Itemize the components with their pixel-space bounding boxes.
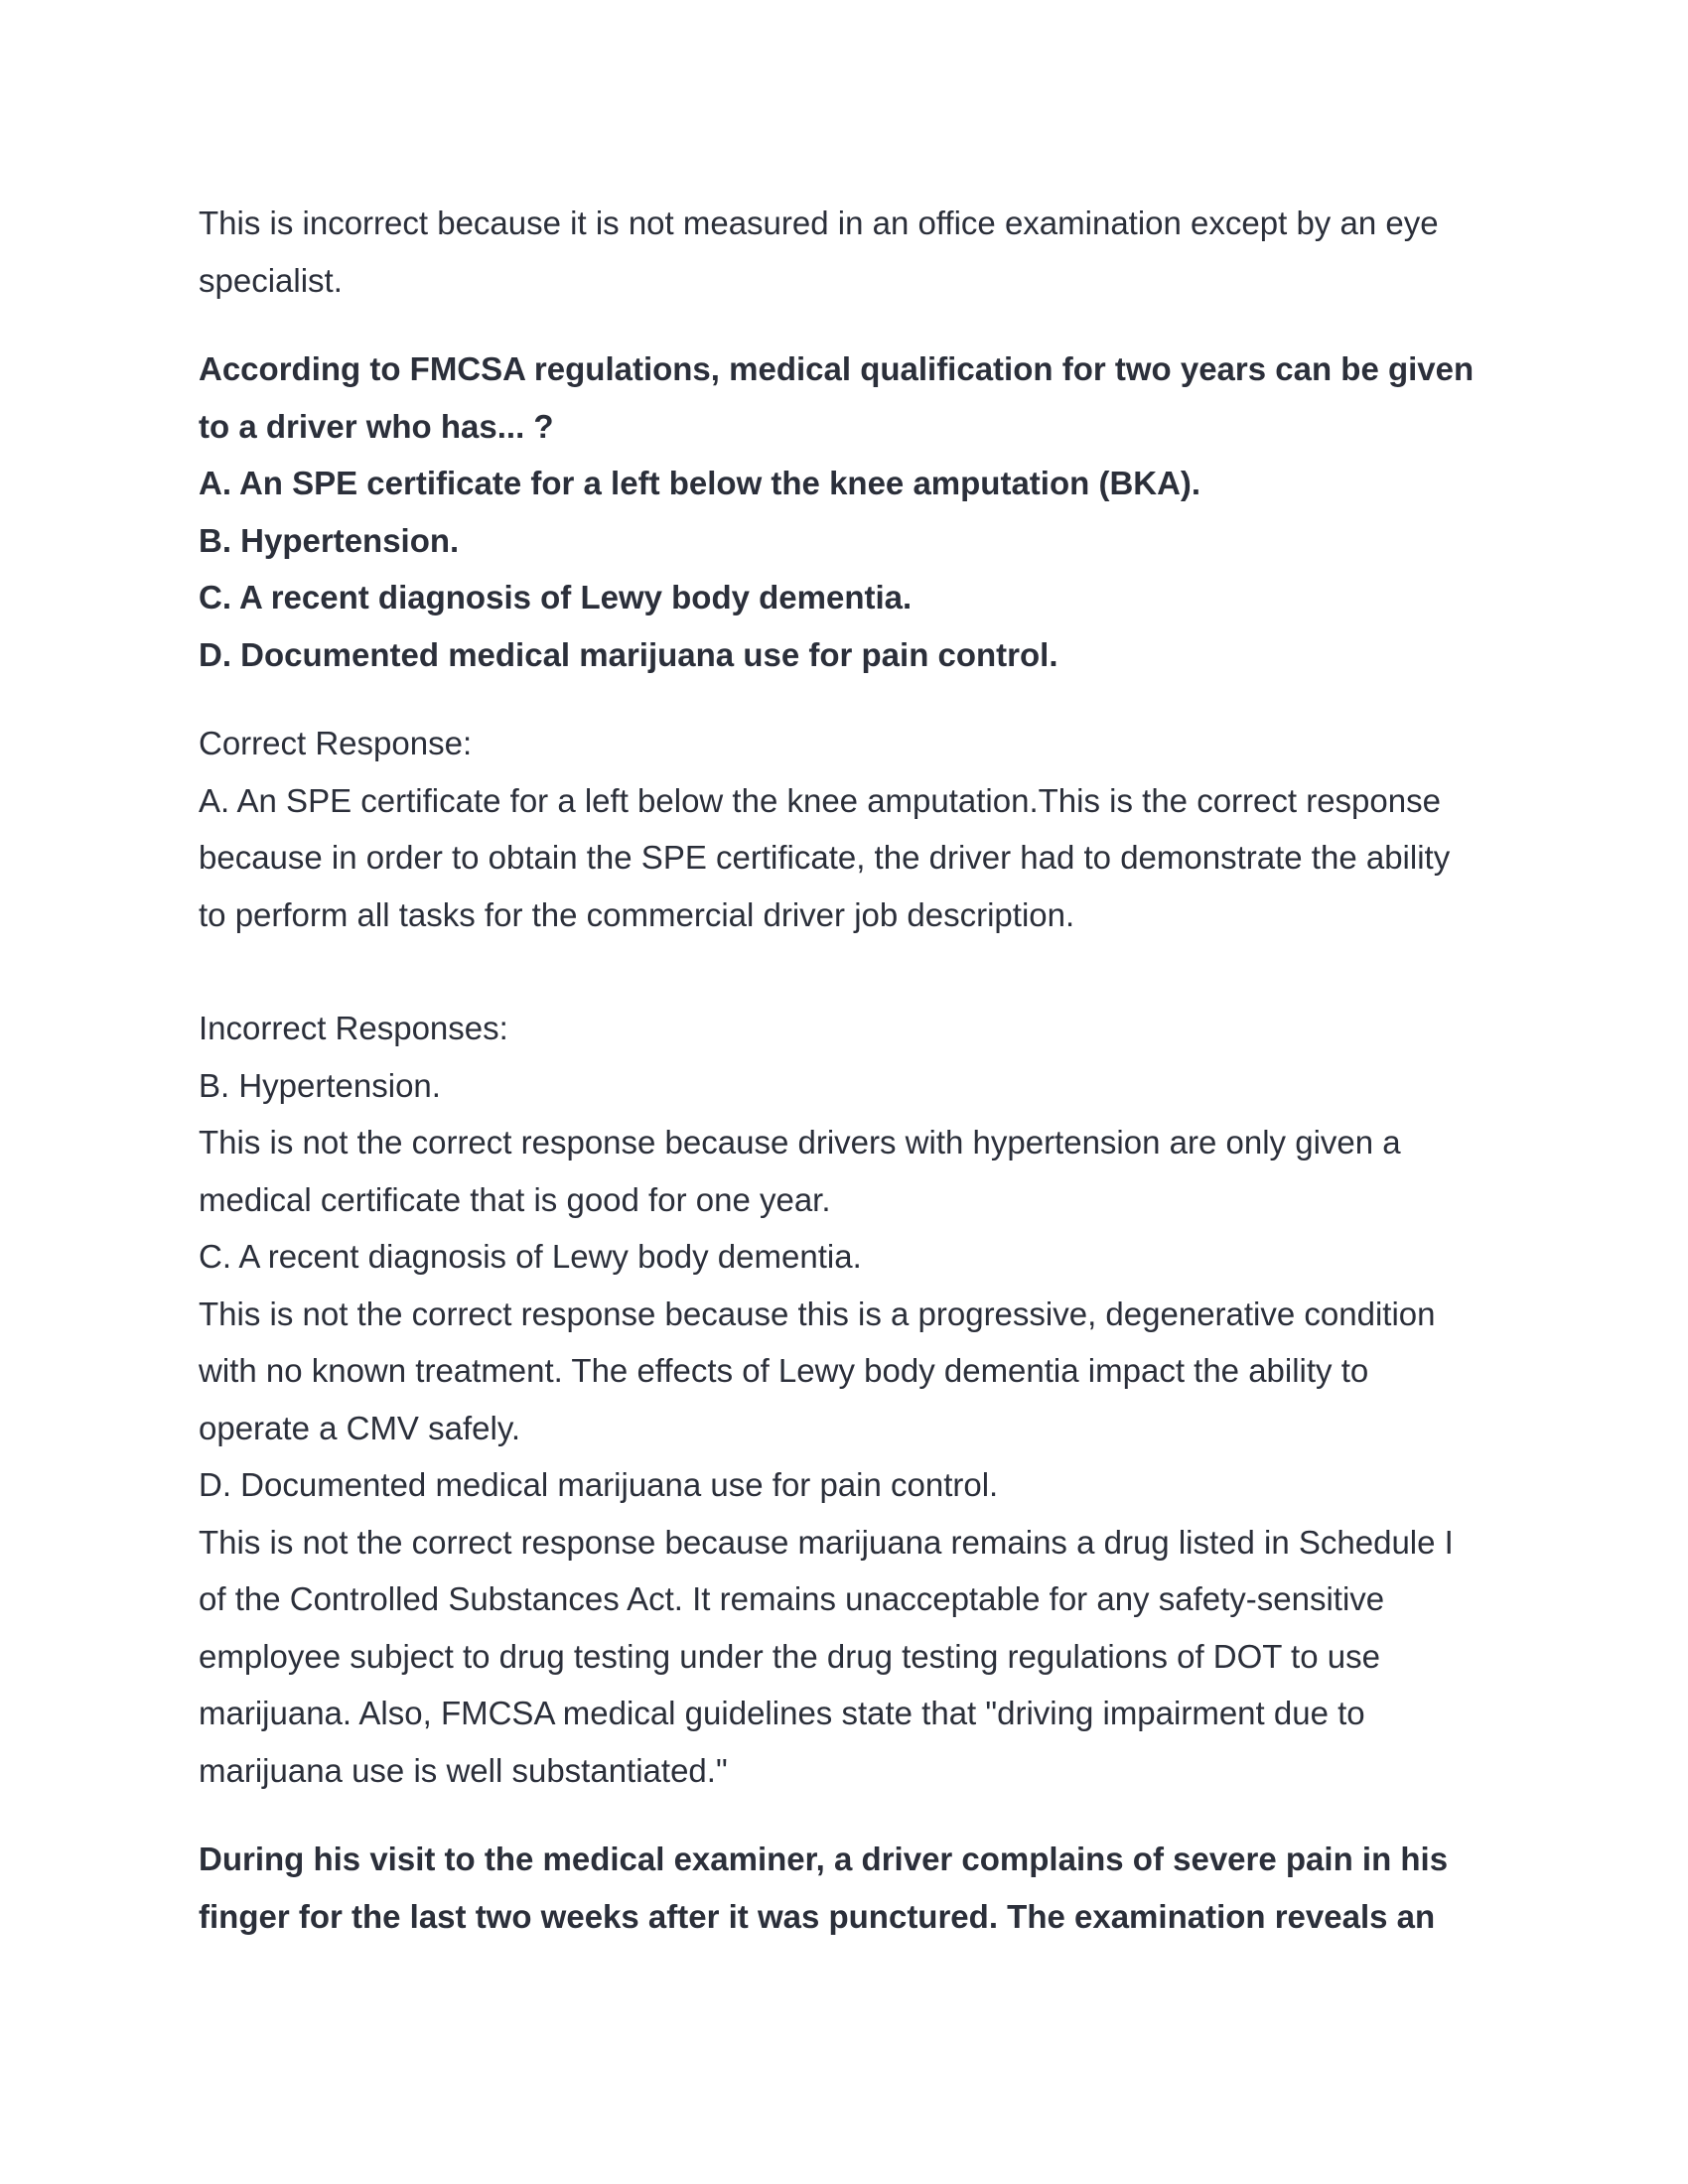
incorrect-explanation-line: operate a CMV safely. bbox=[199, 1409, 521, 1446]
correct-response-line: because in order to obtain the SPE certificate, the driver had to demonstrate the ability bbox=[199, 839, 1451, 876]
next-question-line: finger for the last two weeks after it was punctured. The examination reveals an bbox=[199, 1897, 1436, 1935]
correct-response-heading: Correct Response: bbox=[199, 725, 473, 761]
question-text-line: to a driver who has... ? bbox=[199, 407, 554, 445]
incorrect-option-c: C. A recent diagnosis of Lewy body dementia. bbox=[199, 1238, 862, 1275]
answer-option-d: D. Documented medical marijuana use for pain control. bbox=[199, 635, 1058, 673]
question-block bbox=[199, 341, 1499, 683]
intro-paragraph bbox=[199, 195, 1499, 309]
incorrect-responses-block bbox=[199, 1000, 1499, 1799]
incorrect-explanation-line: marijuana use is well substantiated." bbox=[199, 1751, 728, 1789]
incorrect-explanation-line: This is not the correct response because drivers with hypertension are only given a bbox=[199, 1124, 1401, 1160]
next-question-block bbox=[199, 1831, 1499, 1945]
incorrect-option-d: D. Documented medical marijuana use for pain control. bbox=[199, 1466, 999, 1503]
incorrect-explanation-line: medical certificate that is good for one year. bbox=[199, 1180, 831, 1218]
correct-response-block bbox=[199, 715, 1499, 943]
incorrect-explanation-line: with no known treatment. The effects of Lewy body dementia impact the ability to bbox=[199, 1352, 1369, 1389]
incorrect-responses-heading: Incorrect Responses: bbox=[199, 1010, 508, 1046]
question-text-line: According to FMCSA regulations, medical qualification for two years can be given bbox=[199, 350, 1475, 387]
incorrect-explanation-line: of the Controlled Substances Act. It remains unacceptable for any safety-sensitive bbox=[199, 1580, 1385, 1617]
incorrect-option-b: B. Hypertension. bbox=[199, 1066, 441, 1104]
intro-line: specialist. bbox=[199, 261, 343, 299]
incorrect-explanation-line: This is not the correct response because marijuana remains a drug listed in Schedule I bbox=[199, 1523, 1454, 1561]
incorrect-explanation-line: marijuana. Also, FMCSA medical guidelines state that "driving impairment due to bbox=[199, 1695, 1365, 1731]
answer-option-b: B. Hypertension. bbox=[199, 521, 460, 559]
correct-response-line: A. An SPE certificate for a left below the knee amputation.This is the correct response bbox=[199, 781, 1441, 819]
answer-option-a: A. An SPE certificate for a left below the knee amputation (BKA). bbox=[199, 465, 1201, 501]
next-question-line: During his visit to the medical examiner, a driver complains of severe pain in his bbox=[199, 1841, 1449, 1877]
intro-line: This is incorrect because it is not measured in an office examination except by an eye bbox=[199, 205, 1439, 241]
incorrect-explanation-line: employee subject to drug testing under the drug testing regulations of DOT to use bbox=[199, 1637, 1380, 1675]
document-page bbox=[199, 195, 1499, 1945]
incorrect-explanation-line: This is not the correct response because this is a progressive, degenerative condition bbox=[199, 1295, 1436, 1332]
correct-response-line: to perform all tasks for the commercial driver job description. bbox=[199, 895, 1075, 933]
answer-option-c: C. A recent diagnosis of Lewy body dementia. bbox=[199, 579, 913, 615]
